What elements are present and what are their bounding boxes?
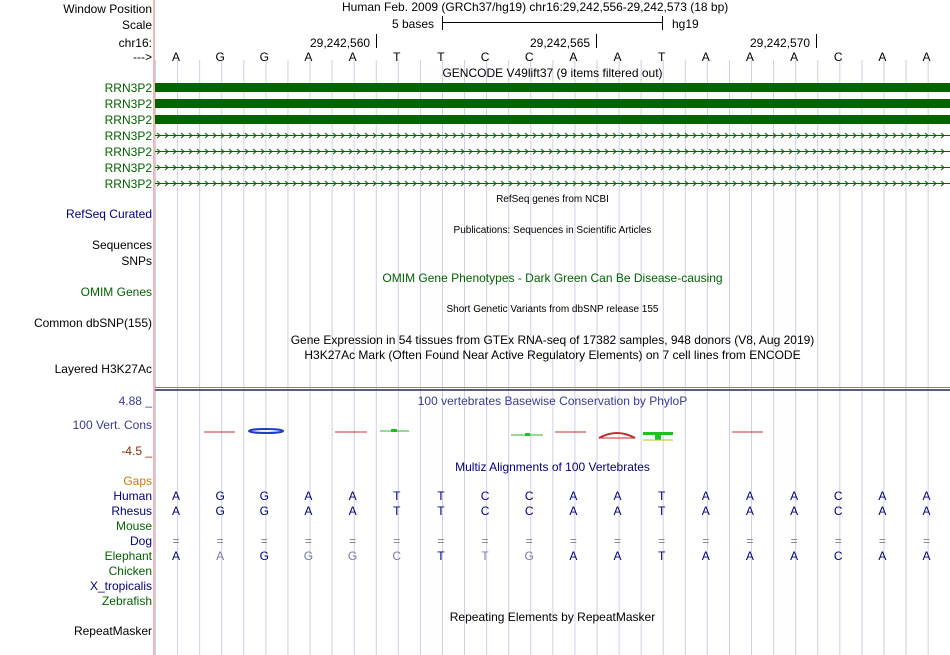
alignment-base: G xyxy=(524,549,534,563)
alignment-base: A xyxy=(569,504,578,518)
track-separator-top xyxy=(155,387,950,388)
omim-track-title: OMIM Gene Phenotypes - Dark Green Can Be Disease-causing xyxy=(382,271,723,285)
alignment-base: = xyxy=(923,534,931,548)
coord-tick-2 xyxy=(596,34,597,48)
alignment-base: C xyxy=(833,504,843,518)
alignment-base: A xyxy=(569,489,578,503)
reference-base: T xyxy=(657,50,666,64)
alignment-base: = xyxy=(437,534,445,548)
alignment-base: T xyxy=(437,549,445,563)
alignment-base: C xyxy=(524,504,534,518)
alignment-base: A xyxy=(701,504,710,518)
refseq-track-title: RefSeq genes from NCBI xyxy=(496,194,609,205)
alignment-base: A xyxy=(171,549,180,563)
reference-base: A xyxy=(569,50,578,64)
alignment-base: A xyxy=(790,549,799,563)
gaps-label[interactable]: Gaps xyxy=(123,474,152,488)
alignment-base: = xyxy=(481,534,489,548)
reference-base: G xyxy=(259,50,269,64)
alignment-base: G xyxy=(259,489,269,503)
alignment-base: A xyxy=(216,549,225,563)
alignment-base: A xyxy=(171,489,180,503)
omim-genes-label[interactable]: OMIM Genes xyxy=(80,285,152,299)
alignment-base: = xyxy=(878,534,886,548)
species-label[interactable]: Chicken xyxy=(108,564,152,578)
coord-tick-3 xyxy=(816,34,817,48)
alignment-base: A xyxy=(922,489,931,503)
alignment-base: A xyxy=(878,549,887,563)
alignment-base: = xyxy=(260,534,268,548)
alignment-base: C xyxy=(392,549,402,563)
multiz-track-title: Multiz Alignments of 100 Vertebrates xyxy=(455,460,650,474)
repeatmasker-label[interactable]: RepeatMasker xyxy=(73,624,152,638)
alignment-base: = xyxy=(393,534,401,548)
alignment-base: A xyxy=(348,489,357,503)
reference-base: A xyxy=(922,50,931,64)
scale-assembly: hg19 xyxy=(672,17,699,31)
alignment-base: = xyxy=(349,534,357,548)
reference-base: C xyxy=(524,50,534,64)
alignment-base: T xyxy=(393,504,401,518)
alignment-base: = xyxy=(569,534,577,548)
alignment-base: A xyxy=(745,549,754,563)
alignment-base: = xyxy=(172,534,180,548)
conservation-wiggle xyxy=(155,420,950,450)
alignment-base: A xyxy=(790,504,799,518)
species-label[interactable]: Zebrafish xyxy=(101,594,152,608)
reference-base: A xyxy=(701,50,710,64)
alignment-base: A xyxy=(304,489,313,503)
alignment-base: = xyxy=(746,534,754,548)
alignment-base: = xyxy=(304,534,312,548)
gencode-intron-line[interactable] xyxy=(155,163,950,172)
alignment-base: T xyxy=(393,489,401,503)
alignment-base: T xyxy=(657,549,666,563)
gencode-item-label[interactable]: RRN3P2 xyxy=(104,81,152,95)
alignment-base: A xyxy=(878,489,887,503)
alignment-base: = xyxy=(702,534,710,548)
reference-base: G xyxy=(215,50,225,64)
alignment-base: G xyxy=(259,504,269,518)
gencode-item-label[interactable]: RRN3P2 xyxy=(104,161,152,175)
common-dbsnp-label[interactable]: Common dbSNP(155) xyxy=(33,316,152,330)
alignment-base: A xyxy=(613,549,622,563)
alignment-base: C xyxy=(480,504,490,518)
alignment-base: C xyxy=(524,489,534,503)
reference-base: T xyxy=(393,50,401,64)
alignment-base: A xyxy=(569,549,578,563)
alignment-base: A xyxy=(304,504,313,518)
alignment-base: A xyxy=(745,504,754,518)
gencode-item-label[interactable]: RRN3P2 xyxy=(104,129,152,143)
gencode-track-title: GENCODE V49lift37 (9 items filtered out) xyxy=(442,66,663,80)
alignment-base: T xyxy=(481,549,489,563)
alignment-base: = xyxy=(834,534,842,548)
gencode-intron-line[interactable] xyxy=(155,179,950,188)
gencode-intron-line[interactable] xyxy=(155,131,950,140)
conservation-max-label: 4.88 _ xyxy=(118,394,152,408)
reference-base: A xyxy=(745,50,754,64)
alignment-base: A xyxy=(613,489,622,503)
reference-base: A xyxy=(790,50,799,64)
alignment-base: T xyxy=(657,489,666,503)
alignment-base: A xyxy=(171,504,180,518)
alignment-base: G xyxy=(303,549,314,563)
refseq-curated-label[interactable]: RefSeq Curated xyxy=(65,207,152,221)
alignment-base: C xyxy=(480,489,490,503)
alignment-base: A xyxy=(348,504,357,518)
chrom-label: chr16: xyxy=(118,36,152,50)
track-separator-bottom xyxy=(155,389,950,391)
coord-label-3: 29,242,570 xyxy=(750,36,811,50)
gencode-exon-bar[interactable] xyxy=(155,83,950,92)
reference-base: A xyxy=(348,50,357,64)
publications-track-title: Publications: Sequences in Scientific Articles xyxy=(453,225,652,236)
alignment-base: G xyxy=(259,549,269,563)
alignment-base: G xyxy=(347,549,358,563)
alignment-base: A xyxy=(922,549,931,563)
scale-text: 5 bases xyxy=(392,17,435,31)
reference-base: A xyxy=(878,50,887,64)
dbsnp-track-title: Short Genetic Variants from dbSNP release 155 xyxy=(446,304,659,315)
alignment-base: = xyxy=(216,534,224,548)
alignment-base: A xyxy=(878,504,887,518)
gtex-track-title: Gene Expression in 54 tissues from GTEx RNA-seq of 17382 samples, 948 donors (V8, Aug 2019) xyxy=(290,333,815,347)
species-label[interactable]: Human xyxy=(113,489,152,503)
species-label[interactable]: Elephant xyxy=(104,549,152,563)
publications-sequences-label[interactable]: Sequences xyxy=(91,238,152,252)
window-position-value: Human Feb. 2009 (GRCh37/hg19) chr16:29,242,556-29,242,573 (18 bp) xyxy=(342,0,729,14)
scale-label: Scale xyxy=(121,18,152,32)
scale-bar xyxy=(442,16,663,30)
publications-snps-label[interactable]: SNPs xyxy=(121,254,152,268)
h3k27ac-track-title: H3K27Ac Mark (Often Found Near Active Regulatory Elements) on 7 cell lines from ENCODE xyxy=(304,348,801,362)
strand-label: ---> xyxy=(133,50,152,64)
alignment-base: C xyxy=(833,489,843,503)
alignment-base: = xyxy=(525,534,533,548)
vert-cons-label[interactable]: 100 Vert. Cons xyxy=(72,418,152,432)
alignment-base: = xyxy=(658,534,666,548)
reference-base: A xyxy=(171,50,180,64)
gencode-intron-line[interactable] xyxy=(155,147,950,156)
conservation-min-label: -4.5 _ xyxy=(121,444,152,458)
coord-tick-1 xyxy=(376,34,377,48)
gencode-exon-bar[interactable] xyxy=(155,115,950,124)
alignment-base: A xyxy=(745,489,754,503)
species-label[interactable]: Mouse xyxy=(115,519,152,533)
gencode-item-label[interactable]: RRN3P2 xyxy=(104,177,152,191)
alignment-base: T xyxy=(657,504,666,518)
gencode-item-label[interactable]: RRN3P2 xyxy=(104,145,152,159)
species-label[interactable]: Rhesus xyxy=(111,504,152,518)
alignment-base: = xyxy=(613,534,621,548)
window-position-label: Window Position xyxy=(63,2,152,16)
alignment-base: T xyxy=(437,504,445,518)
conservation-track-title: 100 vertebrates Basewise Conservation by PhyloP xyxy=(417,394,688,408)
reference-base: A xyxy=(613,50,622,64)
coord-label-2: 29,242,565 xyxy=(530,36,591,50)
alignment-base: A xyxy=(790,489,799,503)
alignment-base: A xyxy=(701,549,710,563)
gencode-exon-bar[interactable] xyxy=(155,99,950,108)
reference-base: T xyxy=(437,50,445,64)
alignment-base: G xyxy=(215,489,225,503)
gencode-item-label[interactable]: RRN3P2 xyxy=(104,97,152,111)
alignment-base: A xyxy=(922,504,931,518)
alignment-base: G xyxy=(215,504,225,518)
repeatmasker-track-title: Repeating Elements by RepeatMasker xyxy=(449,610,656,624)
layered-h3k27ac-label[interactable]: Layered H3K27Ac xyxy=(54,362,152,376)
alignment-base: C xyxy=(833,549,843,563)
reference-base: C xyxy=(833,50,843,64)
alignment-base: = xyxy=(790,534,798,548)
alignment-base: A xyxy=(613,504,622,518)
coord-label-1: 29,242,560 xyxy=(310,36,371,50)
species-label[interactable]: X_tropicalis xyxy=(89,579,152,593)
species-label[interactable]: Dog xyxy=(129,534,152,548)
gencode-item-label[interactable]: RRN3P2 xyxy=(104,113,152,127)
alignment-base: A xyxy=(701,489,710,503)
reference-base: A xyxy=(304,50,313,64)
alignment-base: T xyxy=(437,489,445,503)
reference-base: C xyxy=(480,50,490,64)
